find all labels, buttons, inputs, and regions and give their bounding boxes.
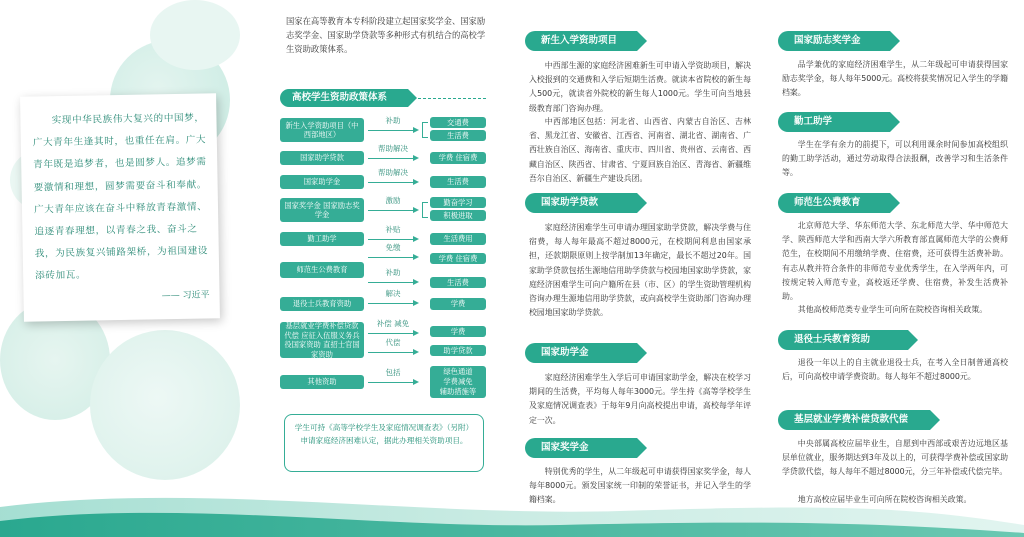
decor-circle [90,330,240,480]
section-paragraph: 其他高校师范类专业学生可向所在院校咨询相关政策。 [797,305,988,314]
system-result-group [430,366,486,398]
arrow [368,168,424,188]
section-paragraph: 北京师范大学、华东师范大学、东北师范大学、华中师范大学、陕西师范大学和西南大学六所教育部直属师范大学的公费师范生，在校期间不用缴纳学费、住宿费，还可获得生活费补助。有志从教并符合条件的非师范专业优秀学生，在入学两年内，可按规定转入师范专业，高校返还学费、住宿费，补发生活费补助。 [782,221,1008,302]
divider [418,98,486,99]
system-result: 绿色通道 [443,367,473,376]
system-item: 国家助学金 [280,175,364,189]
arrow-label: 帮助解决 [378,168,408,177]
note-box: 学生可持《高等学校学生及家庭情况调查表》（另附）申请家庭经济困难认定，据此办理相关资助项目。 [284,414,484,472]
system-result: 交通费 [430,117,486,128]
arrow [368,144,424,164]
system-result: 学费 [430,326,486,337]
section-title: 基层就业学费补偿贷款代偿 [778,410,930,430]
section-title: 国家助学金 [525,343,637,363]
arrow-label: 激励 [385,196,401,205]
system-item: 退役士兵教育资助 [280,297,364,311]
section-title: 退役士兵教育资助 [778,330,908,350]
arrow [368,289,424,309]
system-result: 生活费 [430,277,486,288]
section-title: 国家助学贷款 [525,193,637,213]
system-item: 国家助学贷款 [280,151,364,165]
section-paragraph: 中央部属高校应届毕业生，自愿到中西部或艰苦边远地区基层单位就业，服务期达到3年及以上的，可获得学费补偿或国家助学贷款代偿，每人每年不超过8000元，分三年补偿或代偿完毕。 [782,439,1008,477]
arrow [368,368,424,388]
arrow-label: 补偿 减免 [376,319,410,328]
policy-system-column [278,0,490,537]
section-title: 国家奖学金 [525,438,637,458]
system-item: 国家奖学金 国家励志奖学金 [280,198,364,222]
system-result: 学费 住宿费 [430,253,486,264]
policy-column-3 [778,0,1012,537]
arrow-label: 解决 [385,289,401,298]
section-paragraph: 学生在学有余力的前提下，可以利用课余时间参加高校组织的勤工助学活动，通过劳动取得合法报酬，改善学习和生活条件等。 [782,140,1008,178]
arrow-label: 免缴 [385,243,401,252]
system-result: 学费减免 [443,377,473,386]
arrow [368,243,424,263]
system-item: 师范生公费教育 [280,262,364,278]
system-result: 勤奋学习 [430,197,486,208]
section-paragraph: 家庭经济困难学生入学后可申请国家助学金，解决在校学习期间的生活费，平均每人每年3000元。学生持《高等学校学生及家庭情况调查表》于每年9月向高校提出申请，高校每学年评定一次。 [529,373,751,425]
system-item: 基层就业学费补偿贷款代偿 应征入伍服义务兵役国家资助 直招士官国家资助 [280,322,364,358]
intro-paragraph: 国家在高等教育本专科阶段建立起国家奖学金、国家励志奖学金、国家助学贷款等多种形式有机结合的高校学生资助政策体系。 [286,16,486,54]
quote-author: —— 习近平 [161,290,210,301]
system-result: 积极进取 [430,210,486,221]
section-paragraph: 家庭经济困难学生可申请办理国家助学贷款，解决学费与住宿费，每人每年最高不超过8000元，在校期间利息由国家承担，还款期限原则上按学制加13年确定，最长不超过20年。国家助学贷款包括生源地信用助学贷款与校园地国家助学贷款，家庭经济困难学生可向户籍所在县（市、区）的学生资助管理机构咨询办理生源地信用助学贷款，或向高校学生资助部门咨询办理校园地国家助学贷款。 [529,223,751,318]
arrow [368,338,424,358]
arrow-label: 包括 [385,368,401,377]
section-paragraph: 中西部生源的家庭经济困难新生可申请入学资助项目，解决入校报到的交通费和入学后短期生活费。就读本省院校的新生每人500元，就读省外院校的新生每人1000元。学生可向当地县级教育部门咨询办理。 [529,61,751,113]
section-paragraph: 品学兼优的家庭经济困难学生，从二年级起可申请获得国家励志奖学金，每人每年5000元。高校将获奖情况记入学生的学籍档案。 [782,60,1008,98]
section-paragraph: 特别优秀的学生，从二年级起可申请获得国家奖学金，每人每年8000元。颁发国家统一印制的荣誉证书，并记入学生的学籍档案。 [529,467,751,505]
section-paragraph: 中西部地区包括：河北省、山西省、内蒙古自治区、吉林省、黑龙江省、安徽省、江西省、河南省、湖北省、湖南省、广西壮族自治区、海南省、重庆市、四川省、贵州省、云南省、西藏自治区、陕西省、甘肃省、宁夏回族自治区、青海省、新疆维吾尔自治区、新疆生产建设兵团。 [529,117,751,183]
arrow-label: 帮助解决 [378,144,408,153]
system-result: 助学贷款 [430,345,486,356]
arrow [368,196,424,216]
system-result: 学费 住宿费 [430,152,486,164]
arrow [368,268,424,288]
section-paragraph: 地方高校应届毕业生可向所在院校咨询相关政策。 [797,495,972,504]
system-item: 其他资助 [280,375,364,389]
quote-text: 实现中华民族伟大复兴的中国梦，广大青年生逢其时，也重任在肩。广大青年既是追梦者，也是圆梦人。追梦需要激情和理想，圆梦需要奋斗和奉献。广大青年应该在奋斗中释放青春激情、追逐青春理想，以青春之我、奋斗之我，为民族复兴铺路架桥，为祖国建设添砖加瓦。 [32,112,209,282]
system-result: 生活费 [430,130,486,141]
system-item: 勤工助学 [280,232,364,246]
system-result: 学费 [430,298,486,310]
system-title: 高校学生资助政策体系 [280,89,408,107]
section-title: 勤工助学 [778,112,890,132]
policy-column-2 [525,0,755,537]
quote-card [20,93,220,321]
arrow [368,116,424,136]
arrow-label: 代偿 [385,338,401,347]
decor-circle [150,0,240,70]
system-result: 辅助措施等 [439,387,477,396]
section-paragraph: 退役一年以上的自主就业退役士兵，在考入全日制普通高校后，可向高校申请学费资助。每人每年不超过8000元。 [782,358,1008,382]
arrow-label: 补助 [385,268,401,277]
system-result: 生活费用 [430,233,486,245]
section-title: 国家励志奖学金 [778,31,890,51]
section-title: 师范生公费教育 [778,193,890,213]
section-title: 新生入学资助项目 [525,31,637,51]
arrow-label: 补助 [385,116,401,125]
arrow-label: 补贴 [385,225,401,234]
system-item: 新生入学资助项目（中西部地区） [280,118,364,142]
system-result: 生活费 [430,176,486,188]
